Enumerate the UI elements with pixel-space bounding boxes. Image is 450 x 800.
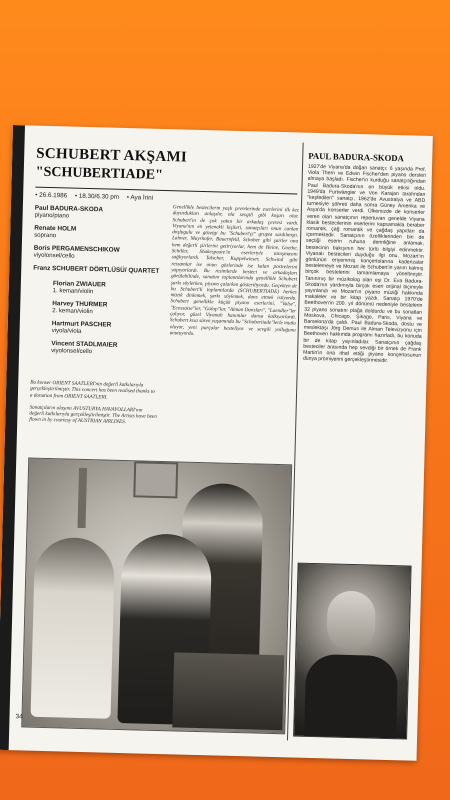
performer-role: viyolonsel/cello <box>33 251 75 260</box>
date-line <box>35 192 297 206</box>
performer-name: Hartmurt PASCHER <box>51 320 112 329</box>
page-number: 34 <box>15 713 23 721</box>
performer-role: viyola/viola <box>51 327 82 335</box>
concert-subtitle: "SCHUBERTIADE" <box>35 164 164 183</box>
bio-heading: PAUL BADURA-SKODA <box>308 150 405 164</box>
sponsor-notes <box>29 380 158 433</box>
performer-name: Paul BADURA-SKODA <box>34 204 104 214</box>
performer-item <box>34 225 164 242</box>
performer-role: soprano <box>34 231 57 240</box>
quartet-member <box>33 280 163 297</box>
performer-name: Renate HOLM <box>34 224 77 233</box>
performer-role: piyano/piano <box>34 211 70 220</box>
performer-item <box>35 205 165 222</box>
performer-role: 1. keman/violin <box>52 287 94 296</box>
performer-name: Vincent STADLMAIER <box>51 340 118 349</box>
concert-title: SCHUBERT AKŞAMI <box>36 145 188 166</box>
performers-and-essay <box>33 204 299 356</box>
performer-role: viyolonsel/cello <box>51 347 93 356</box>
bio-text: 1927'de Viyana'da doğan sanatçı; 6 yaşında Prof. Viola Thern ve Edwin Fischer'den piyano dersleri almaya başladı. Fischer'in kurduğu sanatçılığından Paul Badura-Skoda'nın en büyük etkisi oldu. 1949'da Furtwängler ve Von Karajan tarafından "keşfedilen" sanatçı, 1962'de Avustralya ve ABD turnesiyle şöhreti daha sonra Güney Amerika ve Asya'da konserler verdi. Ülkemizde de konserler veren olan sanatçının repertuvarı genelde Viyana klasik bestecilerinin eserlerini kapsamakla beraber romantik, çağ romantik ve çağdaş yapıtları da içermektedir. Sanatçının özelliklerinden biri de seçtiği eserin ruhuna derinliğine anlamak, bestecinin bakışının her türlü bilgiyi edinmektir. Viyanalı bestecileri duyduğu ilgi onu, Mozart'ın gönlünün eriyemmiş konçertolarına kadenzalar bestelemeye ve Mozart ile Schubert'in yarım kalmış birçok bestelerini tamamlamaya yöneltmiştir. Tanınmış bir müzikolog olan eşi Dr. Eva Badura-Skoda'nın yardımıyla birçok eseri orijinal biçimiyle yayınlandı ve Mozart'ın piyano müziği hakkında makaleler ve bir kitap yazdı. Sanatçı 1970'de Beethoven'in 200. yıl dönümü nedeniyle bestelerin 32 piyano sonatını plağa doldurdu ve bu sonatları Moskova, Chicago, Şikago, Paris, Viyana ve Barselona'da çaldı. Paul Badura-Skoda, dostu ve meslektaşı Jörg Demus ile Alman Televizyonu için Beethoven hakkında programı hazırladı, bu konuda bir de kitap yayınladılar. Sanatçının çağdaş besteciler arasında hep sevdiği bir örnek de Frank Martin'in ona ithaf ettiği piyano konçertosunun dünya prömiyerini gerçekleştirmesidir. <box>302 163 427 365</box>
performer-item <box>34 245 164 262</box>
performer-list <box>31 205 165 363</box>
binding-spine <box>0 125 25 750</box>
quartet-title: Franz SCHUBERT DÖRTLÜSÜ/ QUARTET <box>33 264 160 275</box>
artist-bio <box>303 151 426 366</box>
schubertiade-photo <box>21 458 292 735</box>
artist-portrait-photo <box>293 563 412 740</box>
quartet-member <box>32 320 162 337</box>
performer-name: Harvey THURMER <box>52 300 108 309</box>
concert-info <box>33 145 299 356</box>
concert-venue: • Aya İrini <box>126 194 154 202</box>
schubertiade-essay: Genellikle bestecilerin yaşlı çevrelerinde eserlerini ilk kez duyurdukları anlaşılır, ola sevgili gibi koşarı olur. Schubert'in de çok yakın bir arkadaş çevresi vardı. Viyana'nın en yetenekli kişileri, sanatçıları onun canlan doşlugulu ve gözetgi bu "Schubert'çi" grupta sardılmıştı. Lahner, Mayrhofer, Bauernfeld, Schober gibi şairler ona hem değerli şiirlerini getiriyorlar, hem de Heine, Goethe, Schiller, Shakespeare'in eserleriyle tanışmasını sağlıyorlardı. Talscher, Kuppelwieser, Schwind gibi ressamlar ise onun gözlerinde ise kalan portrelerini yapıyorlardı. Bu resimlerde besteci ve arkadaşları görülebilinde, sanatını toplantılarında genellikle Schubert şarkı söylerken, piyano çalarken gösteriliyordu. Geçekten de bu Schubert'li toplantılarda (SCHUBERTIADE) herkes müzik dinlemek, şarkı söylemek, dans etmek istiyordu. Schubert genellikle küçük piyano eserlerini, "Valse", "Ecossaise"ler, "Galop"lar, "Alman Dansları", "Laendler"ler çalıyor, güzel Viyanalı hanımlar dansa kalkıyorlardı. Schubert kısa süren yaşamında bu "Schubertiade"lerle mutlu oluyor, yeni parçalar besteliyor ve sevgili yolluğunu unutuyordu. <box>169 204 299 337</box>
concert-date: • 26.6.1986 <box>35 191 68 200</box>
performer-role: 2. keman/violin <box>52 307 93 316</box>
performer-name: Florian ZWIAUER <box>52 280 106 289</box>
concert-time: • 18.30/6.30 pm <box>74 192 120 201</box>
performer-name: Boris PERGAMENSCHIKOW <box>33 244 120 254</box>
program-page <box>0 125 433 761</box>
quartet-member <box>31 340 161 357</box>
quartet-member <box>32 300 162 317</box>
sponsor-note-orient: Bu konser ORIENT SAATLERİ'nin değerli katkılarıyla gerçekleştirilmiştir. This concert has been realised thanks to a donation from ORIENT SAATLERI. <box>29 379 156 401</box>
sponsor-note-airline: Sanatçıların ulaşımı AVUSTURYA HAVAYOLLARI'nın değerli katkılarıyla gerçekleştirilmiştir. The Artists have been flown in by courtesy of AUSTRIAN AIRLINES. <box>29 404 157 426</box>
